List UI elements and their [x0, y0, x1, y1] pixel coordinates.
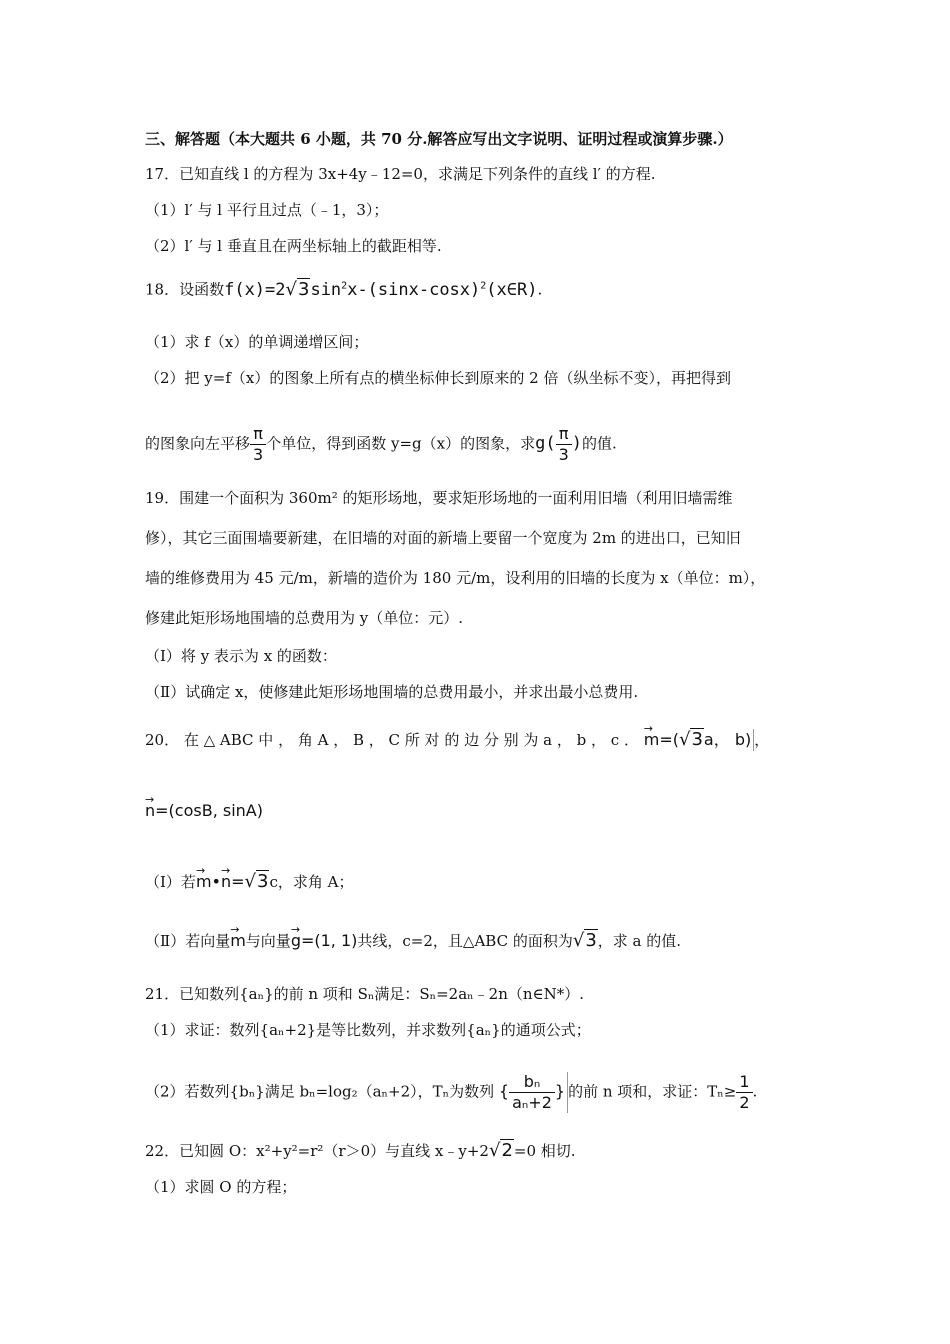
- q17-stem: 17．已知直线 l 的方程为 3x+4y﹣12=0，求满足下列条件的直线 l′ 的方程.: [145, 165, 656, 183]
- section-title: 三、解答题（本大题共 6 小题，共 70 分.解答应写出文字说明、证明过程或演算步骤.）: [145, 130, 733, 148]
- q17-part2: （2）l′ 与 l 垂直且在两坐标轴上的截距相等.: [145, 237, 442, 255]
- q19-line3: 墙的维修费用为 45 元/m，新墙的造价为 180 元/m，设利用的旧墙的长度为 x（单位：m），: [145, 569, 766, 587]
- q17-part1: （1）l′ 与 l 平行且过点（﹣1，3）；: [145, 201, 389, 219]
- q19-line1: 19．围建一个面积为 360m² 的矩形场地，要求矩形场地的一面利用旧墙（利用旧墙需维: [145, 489, 733, 507]
- q19-line4: 修建此矩形场地围墙的总费用为 y（单位：元）.: [145, 609, 464, 627]
- q19-line2: 修），其它三面围墙要新建，在旧墙的对面的新墙上要留一个宽度为 2m 的进出口，已知旧: [145, 529, 741, 547]
- q18-part2a: （2）把 y=f（x）的图象上所有点的横坐标伸长到原来的 2 倍（纵坐标不变），再把得到: [145, 369, 731, 387]
- q18-stem: 18．设函数: [145, 280, 225, 299]
- q20-stem: 20． 在 △ ABC 中 ， 角 A ， B ， C 所 对 的 边 分 别 为 a ， b ， c ．: [145, 731, 639, 749]
- seq-fraction: { $\frac{\text{bₙ}}{\text{aₙ+2}}$ }: [499, 1072, 568, 1113]
- vector-n-def: → n=(cosB, sinA): [145, 800, 263, 822]
- q21-stem: 21．已知数列{aₙ}的前 n 项和 Sₙ满足：Sₙ=2aₙ﹣2n（n∈N*）.: [145, 985, 585, 1003]
- q18-part1: （1）求 f（x）的单调递增区间；: [145, 333, 369, 351]
- pi-over-3: $\frac{\pi}{3}$: [250, 424, 266, 465]
- q21-part1: （1）求证：数列{aₙ+2}是等比数列，并求数列{aₙ}的通项公式；: [145, 1021, 591, 1039]
- q19-part1: （Ⅰ）将 y 表示为 x 的函数：: [145, 647, 337, 665]
- q20-part1: （Ⅰ）若→ m•→ n=√3c，求角 A；: [145, 871, 353, 893]
- q20-stem-line: 20． 在 △ ABC 中 ， 角 A ， B ， C 所 对 的 边 分 别 为 a ， b ， c ． → m=(√3a， b) ，: [145, 729, 769, 751]
- q22-stem: 22．已知圆 O：x²+y²=r²（r＞0）与直线 x﹣y+2√2=0 相切.: [145, 1140, 576, 1161]
- q18-part2b: 的图象向左平移 $\frac{\pi}{3}$ 个单位，得到函数 y=g（x）的图象，求g( $\frac{\pi}{3}$ )的值.: [145, 424, 617, 464]
- q18-formula: $f(x)=2√3\sin^2x-(\sin x-\cos x)^2(x\in R)$: [224, 278, 538, 300]
- one-half: $\frac{1}{2}$: [736, 1072, 752, 1113]
- q19-part2: （Ⅱ）试确定 x，使修建此矩形场地围墙的总费用最小，并求出最小总费用.: [145, 683, 639, 701]
- vector-m-def: → m=(√3a， b): [644, 729, 754, 751]
- q21-part2: （2）若数列{bₙ}满足 bₙ=log₂（aₙ+2），Tₙ为数列 { $\frac{\text{bₙ}}{\text{aₙ+2}}$ } 的前 n 项和，求证：Tₙ≥ $\frac{1}{2}$ .: [145, 1072, 758, 1112]
- q20-part2: （Ⅱ）若向量→ m与向量→ g=(1, 1)共线，c=2，且△ABC 的面积为√3，求 a 的值.: [145, 930, 681, 952]
- q18-stem-line: 18．设函数$f(x)=2√3\sin^2x-(\sin x-\cos x)^2(x\in R)$.: [145, 278, 543, 300]
- q22-part1: （1）求圆 O 的方程；: [145, 1178, 297, 1196]
